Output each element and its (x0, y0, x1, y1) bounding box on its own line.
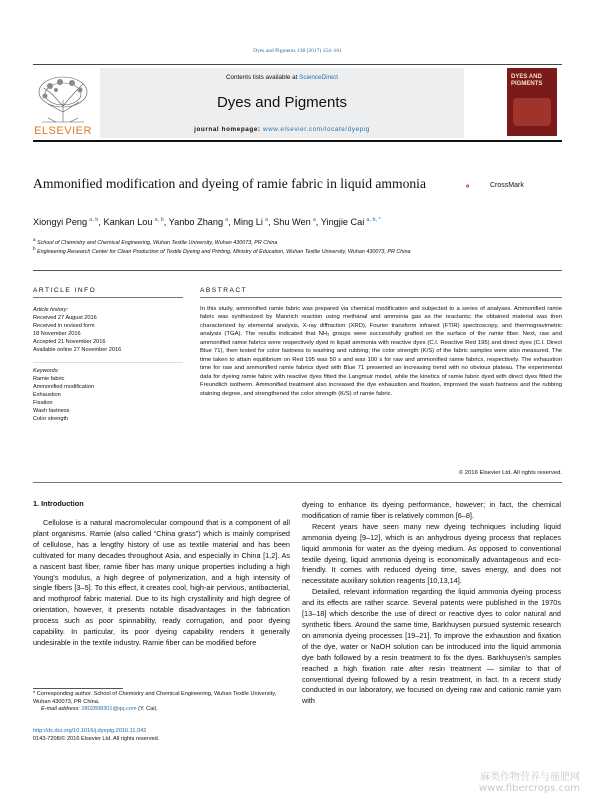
homepage-link[interactable]: www.elsevier.com/locate/dyepig (262, 126, 370, 133)
article-info-heading: ARTICLE INFO (33, 287, 97, 294)
affiliation-a-text: School of Chemistry and Chemical Engineering, Wuhan Textile University, Wuhan 430073, PR China (37, 239, 278, 246)
keyword-item: Exhaustion (33, 392, 61, 398)
affiliation-b-marker: b (33, 246, 36, 251)
author-affiliation-marker[interactable]: a, b, * (366, 217, 381, 223)
author-name[interactable]: Kankan Lou (103, 217, 153, 228)
footnote-rule (33, 688, 123, 689)
keyword-item: Wash fastness (33, 408, 70, 414)
body-column-right (302, 500, 561, 707)
header-top-rule (33, 64, 562, 65)
author-name[interactable]: Ming Li (233, 217, 263, 228)
cover-title: DYES AND PIGMENTS (511, 74, 543, 87)
abstract-heading: ABSTRACT (200, 287, 248, 294)
email-link[interactable]: 2802898301@qq.com (81, 706, 137, 713)
author-affiliation-marker[interactable]: a (312, 217, 316, 223)
keywords (33, 367, 183, 423)
article-info-rule (33, 297, 183, 298)
author-list (33, 217, 553, 227)
keyword-item: Ramie fabric (33, 376, 65, 382)
history-entry: 18 November 2016 (33, 331, 81, 337)
body-paragraph: Cellulose is a natural macromolecular compound that is a component of all plant organisms. Ramie (also called “China grass”) which is mainly comprised of cellulose, has a lengthy history of use as textile material and has been cultivated for many decades throughout Asia, and especially in China [1,2]. As a nascent bast fiber, ramie fiber has many unique properties including a high Young's modulus, a high degree of polymerization, and a high intensity of single fibers [3–5]. To this effect, it creates cool, high-air pervious, antibacterial, and mothproof fabric material. Due to its high crystallinity and high degree of orientation, however, it presents notable disadvantages in the fabrication process such as poor spinnability, ready corrugation, and poor dyeing capability. In particular, its poor dyeing capability renders it generally undesirable in the textile industry. Ramie fiber can be modified before (33, 518, 290, 647)
article-title: Ammonified modification and dyeing of ramie fabric in liquid ammonia (33, 176, 426, 191)
history-entry: Accepted 21 November 2016 (33, 339, 106, 345)
body-paragraph: dyeing to enhance its dyeing performance, however; in fact, the chemical modification of ramie fiber is relatively common [6–8]. (302, 500, 561, 520)
keyword-item: Ammonified modification (33, 384, 94, 390)
history-items (33, 314, 183, 354)
author-name[interactable]: Yingjie Cai (320, 217, 365, 228)
footnote-text: * Corresponding author. School of Chemistry and Chemical Engineering, Wuhan Textile University, Wuhan 430073, PR China. (33, 691, 277, 705)
author-separator: , (268, 217, 274, 228)
abstract-rule (200, 297, 562, 298)
author-affiliation-marker[interactable]: a (264, 217, 268, 223)
abstract-text: In this study, ammonified ramie fabric was prepared via chemical modification and subjected to a series of analyses. Ammonified ramie fabric was synthesized by Mannich reaction using methanal and ammonia gas as the reactants; the obtained material was then characterized by elemental analysis, X-ray diffraction (XRD), Fourier transform infrared (FTIR) spectroscopy, and thermogravimetric analysis (TGA). The results indicated that NH₂ groups were successfully grafted on the surface of the ramie fiber. Next, raw and ammonified ramie fabrics were respectively dyed in liquid ammonia with reactive dyes (C.I. Reactive Red 195) and direct dyes (C.I. Direct Blue 71), then tested for color fastness to washing and rubbing; the color strength (K/S) of the fabric samples were also measured. The time taken to attain equilibrium on Red 195 was 50 s and was 100 s for raw and ammonified ramie fabrics, respectively. The exhaustion time for raw and ammonified ramie fabrics dyed with Blue 71 presented an increasing trend with no obvious plateau. The experimental data for dyeing ramie fabric with reactive dyes fitted the Langmuir model, while the kinetics of ramie fabric dyed with direct dyes fitted the Freundlich isotherm. Ammonified treatment also increased the dye exhaustion and fixation, improved the wash fastness and the rubbing staining degree, and strengthened the color strength (K/S) of ramie fabric. (200, 306, 562, 397)
author-separator: , (315, 217, 321, 228)
history-entry: Available online 27 November 2016 (33, 347, 122, 353)
doi-block (33, 727, 290, 743)
homepage-label: journal homepage: (194, 126, 263, 133)
contents-prefix: Contents lists available at (225, 74, 300, 81)
history-entry: Received 27 August 2016 (33, 315, 97, 321)
author-name[interactable]: Shu Wen (273, 217, 311, 228)
crossmark-icon[interactable] (466, 179, 488, 193)
keywords-label: Keywords: (33, 368, 60, 374)
author-affiliation-marker[interactable]: a, b (154, 217, 164, 223)
elsevier-wordmark: ELSEVIER (34, 125, 92, 137)
author-name[interactable]: Xiongyi Peng (33, 217, 88, 228)
email-suffix: (Y. Cai). (136, 706, 158, 713)
journal-cover-thumbnail[interactable] (507, 68, 557, 136)
sciencedirect-link[interactable]: ScienceDirect (299, 74, 338, 81)
author-name[interactable]: Yanbo Zhang (168, 217, 224, 228)
body-paragraph: Detailed, relevant information regarding the liquid ammonia dyeing process and its effects are rather scarce. Several patents were published in the 1970s [13–18] which describe the use of direct or reactive dyes to color natural and synthetic fibers. Around the same time, Barkhuysen pursued systemic research on ammonia dyeing processes [19–21]. To improve the exhaustion and fixation of the dye, water or NaOH solution can be introduced into the liquid ammonia dye bath followed by a resin treatment to fix the dyes. Barkhuysen's samples reached a high fixation rate after resin treatment — similar to that of conventional dyeing followed by a resin treatment, in fact. In a recent study conducted in our laboratory, we focused on dyeing raw and cationic ramie yarn with (302, 587, 561, 706)
issn-line: 0143-7208/© 2016 Elsevier Ltd. All rights reserved. (33, 736, 160, 742)
journal-name: Dyes and Pigments (216, 94, 348, 111)
body-paragraph: Recent years have seen many new dyeing techniques including liquid ammonia dyeing [9–12], which is an anhydrous dyeing process that replaces liquid ammonia for water as the dyeing medium. As opposed to conventional textile dyeing, liquid ammonia dyeing is economically advantageous and eco-friendly. It comes with reduced dyeing time, saves energy, and does not necessitate auxiliary solution reagents [10,13,14]. (302, 521, 561, 586)
footnote-email-line (33, 706, 290, 714)
history-entry: Received in revised form (33, 323, 95, 329)
header-bottom-rule (33, 140, 562, 142)
author-separator: , (228, 217, 234, 228)
contents-line (100, 74, 464, 81)
history-label: Article history: (33, 307, 69, 313)
section-heading-introduction: 1. Introduction (33, 499, 84, 508)
body-column-left (33, 518, 290, 649)
keyword-item: Color strength (33, 416, 69, 422)
author-separator: , (98, 217, 104, 228)
keyword-item: Fixation (33, 400, 53, 406)
doi-link[interactable]: http://dx.doi.org/10.1016/j.dyepig.2016.11.042 (33, 728, 147, 734)
author-affiliation-marker[interactable]: a, b (89, 217, 99, 223)
keywords-divider (33, 362, 183, 363)
cover-artwork (513, 98, 551, 126)
affiliation-b-text: Engineering Research Center for Clean Production of Textile Dyeing and Printing, Ministry of Education, Wuhan Textile University, Wuhan 430073, PR China (37, 248, 411, 255)
journal-citation[interactable]: Dyes and Pigments 138 (2017) 154–161 (253, 48, 342, 54)
affiliation-a-marker: a (33, 237, 36, 242)
affiliation-b (33, 245, 503, 256)
site-watermark: 麻类作物营养与施肥网 www.fibercrops.com (478, 772, 580, 794)
affiliation-rule (33, 270, 562, 271)
article-history (33, 306, 183, 354)
abstract-bottom-rule (33, 482, 562, 483)
abstract-copyright: © 2016 Elsevier Ltd. All rights reserved. (458, 470, 562, 476)
crossmark-label[interactable]: CrossMark (490, 182, 524, 189)
corresponding-author-footnote (33, 691, 290, 714)
journal-homepage-line (100, 126, 464, 133)
author-affiliation-marker[interactable]: a (225, 217, 229, 223)
email-label: E-mail address: (41, 706, 80, 713)
author-separator: , (163, 217, 169, 228)
keyword-items (33, 375, 183, 423)
